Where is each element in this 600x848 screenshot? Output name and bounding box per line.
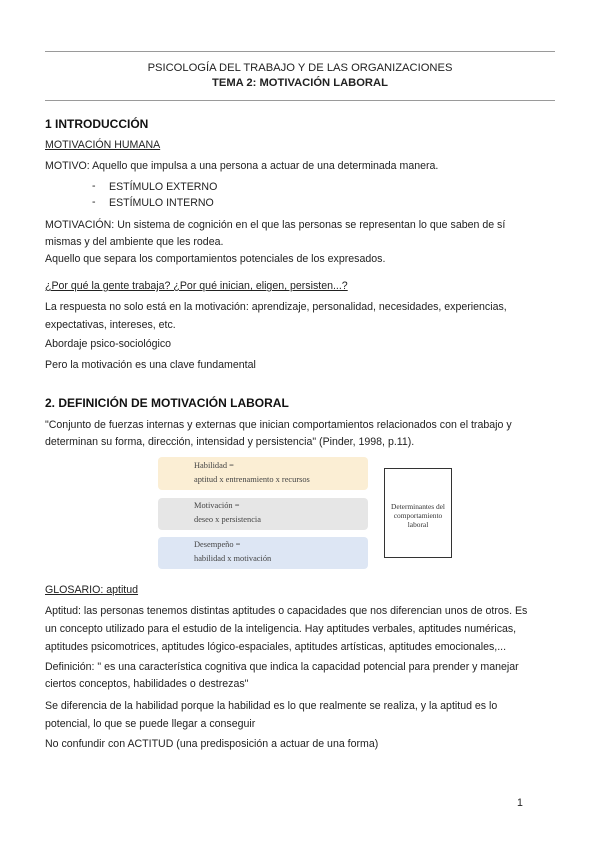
glosario-heading: GLOSARIO: aptitud xyxy=(45,584,139,596)
definicion-text-cont: ciertos conceptos, habilidades o destrezas" xyxy=(45,678,249,690)
no-confundir-text: No confundir con ACTITUD (una predisposición a actuar de una forma) xyxy=(45,738,379,750)
clave-text: Pero la motivación es una clave fundamental xyxy=(45,359,256,371)
header-top-rule xyxy=(45,51,555,52)
aptitud-definition-cont: un concepto utilizado para el estudio de la inteligencia. Hay aptitudes verbales, aptitudes numéricas, xyxy=(45,623,517,635)
definicion-text: Definición: " es una característica cognitiva que indica la capacidad potencial para prender y manejar xyxy=(45,661,519,673)
section2-heading: 2. DEFINICIÓN DE MOTIVACIÓN LABORAL xyxy=(45,396,289,410)
habilidad-formula: aptitud x entrenamiento x recursos xyxy=(194,475,310,484)
page-number: 1 xyxy=(517,797,523,809)
diferencia-text-cont: potencial, lo que se puede llegar a conseguir xyxy=(45,718,256,730)
question-text: ¿Por qué la gente trabaja? ¿Por qué inician, eligen, persisten...? xyxy=(45,280,348,292)
aptitud-definition-cont2: aptitudes psicomotrices, aptitudes lógico-espaciales, aptitudes artísticas, aptitudes emocionales,... xyxy=(45,641,507,653)
section1-heading: 1 INTRODUCCIÓN xyxy=(45,117,149,131)
bullet-dash: - xyxy=(92,180,96,192)
habilidad-box xyxy=(158,457,368,490)
pinder-quote: "Conjunto de fuerzas internas y externas que inician comportamientos relacionados con el trabajo y xyxy=(45,419,512,431)
desempeno-formula: habilidad x motivación xyxy=(194,554,272,563)
respuesta-text-cont: expectativas, intereses, etc. xyxy=(45,319,176,331)
course-title: PSICOLOGÍA DEL TRABAJO Y DE LAS ORGANIZACIONES xyxy=(147,62,453,74)
separa-text: Aquello que separa los comportamientos potenciales de los expresados. xyxy=(45,253,386,265)
pinder-quote-cont: determinan su forma, dirección, intensidad y persistencia" (Pinder, 1998, p.11). xyxy=(45,436,415,448)
desempeno-title: Desempeño = xyxy=(194,540,241,549)
desempeno-box xyxy=(158,537,368,569)
motivacion-formula: deseo x persistencia xyxy=(194,515,261,524)
topic-title: TEMA 2: MOTIVACIÓN LABORAL xyxy=(212,77,388,89)
respuesta-text: La respuesta no solo está en la motivación: aprendizaje, personalidad, necesidades, experiencias, xyxy=(45,301,507,313)
bullet-dash: - xyxy=(92,196,96,208)
habilidad-title: Habilidad = xyxy=(194,461,234,470)
bullet-item: ESTÍMULO INTERNO xyxy=(109,197,214,209)
bullet-item: ESTÍMULO EXTERNO xyxy=(109,181,218,193)
abordaje-text: Abordaje psico-sociológico xyxy=(45,338,172,350)
motivacion-definition-cont: mismas y del ambiente que les rodea. xyxy=(45,236,224,248)
motivacion-box xyxy=(158,498,368,530)
determinantes-box xyxy=(384,468,452,558)
determinantes-label: Determinantes del comportamiento laboral xyxy=(391,502,445,529)
motivo-definition: MOTIVO: Aquello que impulsa a una persona a actuar de una determinada manera. xyxy=(45,160,439,172)
header-bottom-rule xyxy=(45,100,555,101)
section1-subheading: MOTIVACIÓN HUMANA xyxy=(45,139,161,151)
motivacion-title: Motivación = xyxy=(194,501,240,510)
motivacion-definition: MOTIVACIÓN: Un sistema de cognición en el que las personas se representan lo que saben de sí xyxy=(45,219,506,231)
diferencia-text: Se diferencia de la habilidad porque la habilidad es lo que realmente se realiza, y la aptitud es lo xyxy=(45,700,498,712)
aptitud-definition: Aptitud: las personas tenemos distintas aptitudes o capacidades que nos diferencian unos de otros. Es xyxy=(45,605,528,617)
